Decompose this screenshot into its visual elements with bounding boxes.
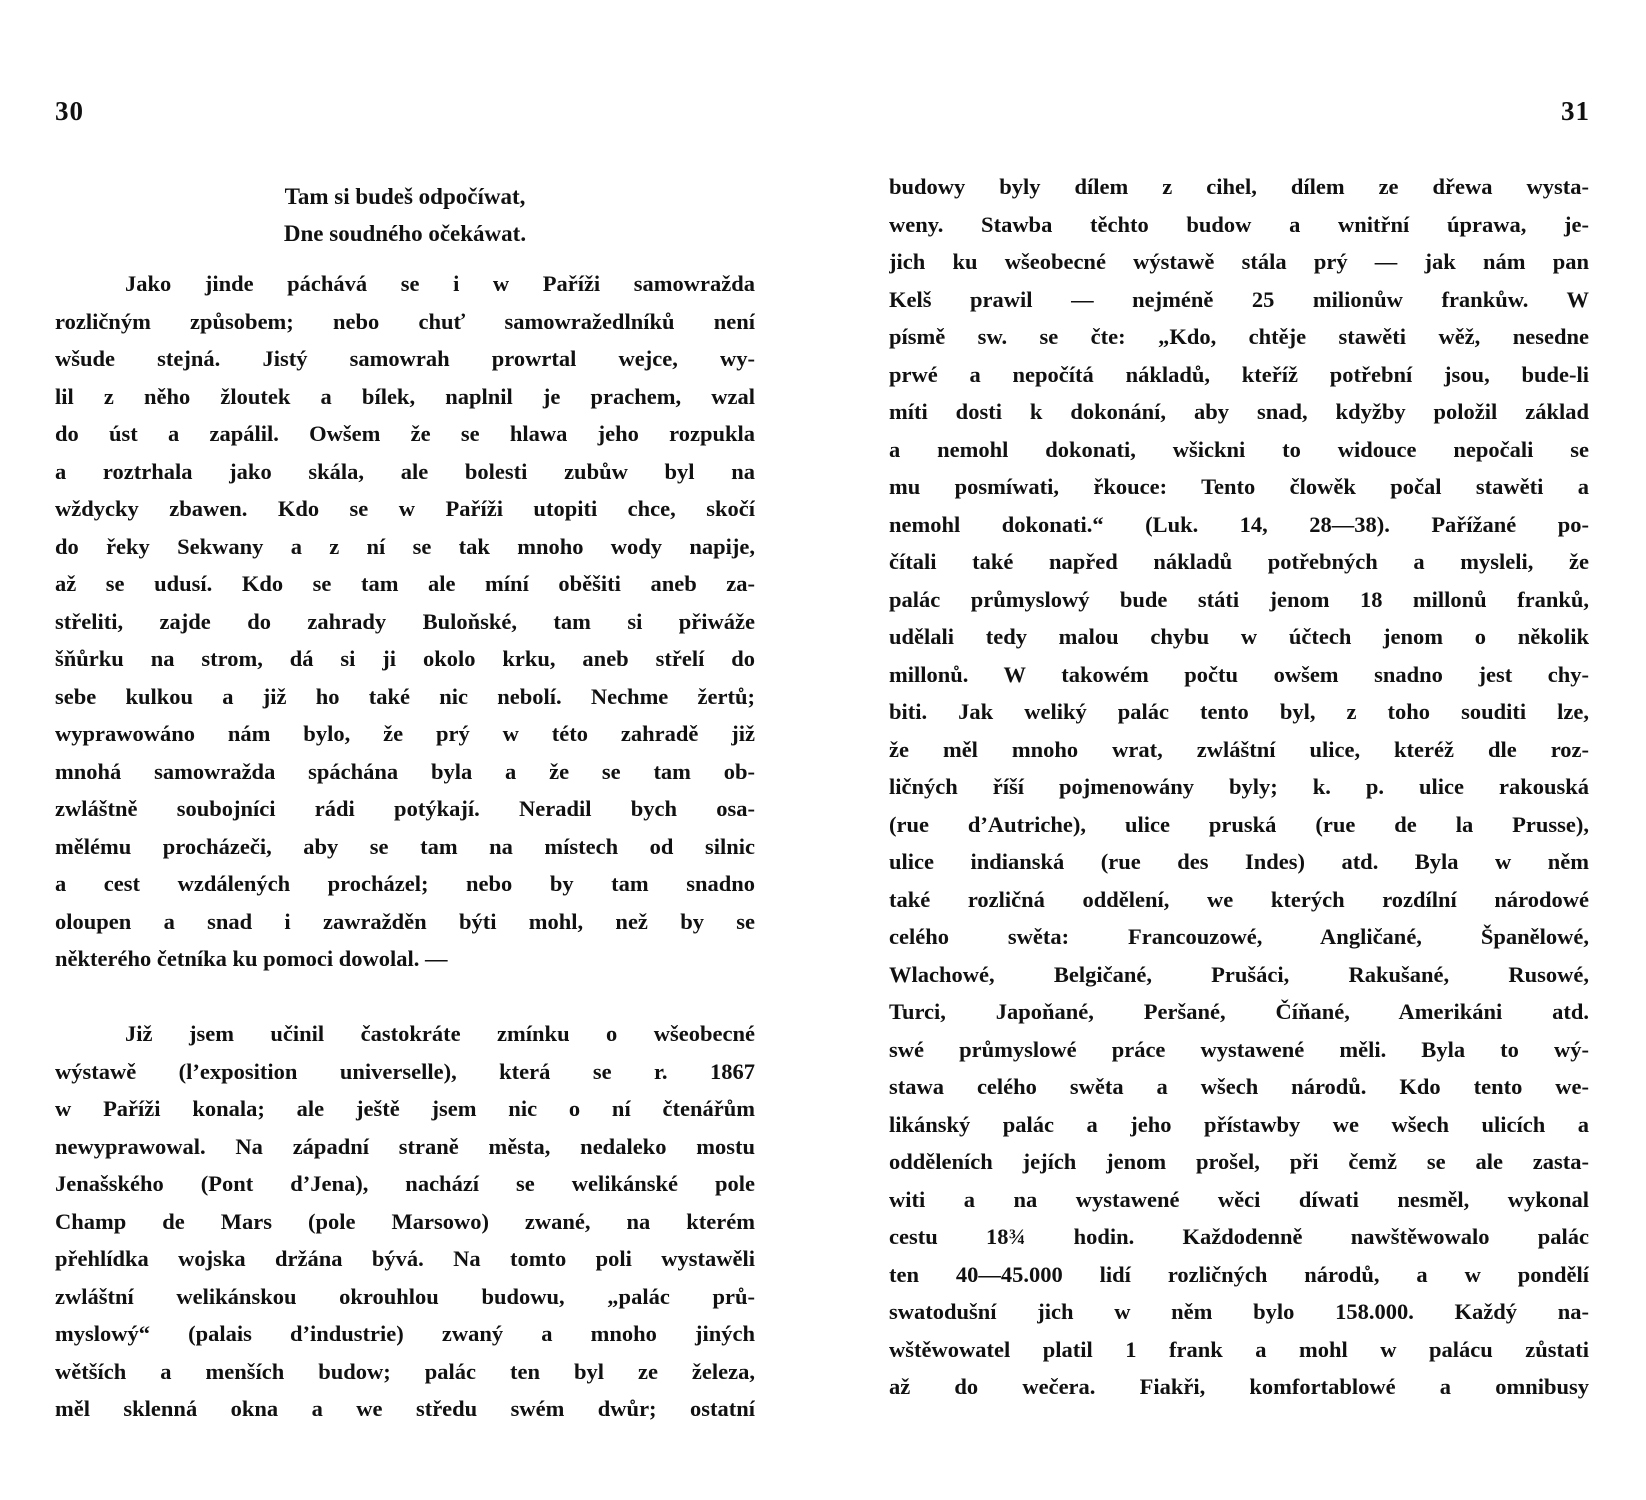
text-line: newyprawowal. Na západní straně města, nedaleko mostu [55, 1133, 755, 1159]
text-line: cestu 18¾ hodin. Každodenně nawštěwowalo palác [889, 1224, 1589, 1249]
text-line: také rozličná oddělení, we kterých rozdílní národowé [889, 886, 1589, 912]
text-line: střeliti, zajde do zahrady Buloňské, tam si přiwáže [55, 608, 755, 634]
paragraph-1 [55, 265, 755, 978]
right-page [823, 0, 1646, 1500]
text-line: wšude stejná. Jistý samowrah prowrtal wejce, wy- [55, 346, 755, 371]
text-line: swatodušní jich w něm bylo 158.000. Každý na- [889, 1299, 1589, 1324]
text-line: šňůrku na strom, dá si ji okolo krku, aneb střelí do [55, 646, 755, 671]
text-line: že měl mnoho wrat, zwláštní ulice, kteréž dle roz- [889, 736, 1589, 762]
text-line: mu posmíwati, řkouce: Tento člowěk počal stawěti a [889, 474, 1589, 499]
text-line: a nemohl dokonati, wšickni to widouce nepočali se [889, 436, 1589, 462]
text-line: Již jsem učinil častokráte zmínku o wšeobecné [125, 1021, 755, 1046]
text-line: Wlachowé, Belgičané, Prušáci, Rakušané, Rusowé, [889, 961, 1589, 987]
text-line: likánský palác a jeho přístawby we wšech ulicích a [889, 1111, 1589, 1137]
text-line: Jako jinde páchává se i w Paříži samowražda [125, 271, 755, 296]
text-line: lil z něho žloutek a bílek, naplnil je prachem, wzal [55, 383, 755, 409]
text-line: Kelš prawil — nejméně 25 milionůw frankůw. W [889, 286, 1589, 312]
text-line: Jenašského (Pont d’Jena), nachází se welikánské pole [55, 1171, 755, 1196]
text-line: (rue d’Autriche), ulice pruská (rue de la Prusse), [889, 811, 1589, 837]
paragraph-continued [889, 168, 1589, 1406]
text-line: měl sklenná okna a we středu swém dwůr; ostatní [55, 1396, 755, 1421]
text-line: některého četníka ku pomoci dowolal. — [55, 946, 448, 971]
text-line: stawa celého swěta a wšech národů. Kdo tento we- [889, 1074, 1589, 1099]
text-line: wyprawowáno nám bylo, že prý w této zahradě již [55, 721, 755, 746]
text-line: až do wečera. Fiakři, komfortablowé a omnibusy [889, 1374, 1589, 1399]
text-line: wýstawě (l’exposition universelle), která se r. 1867 [55, 1058, 755, 1084]
text-line: oloupen a snad i zawražděn býti mohl, než by se [55, 908, 755, 934]
text-line: celého swěta: Francouzowé, Angličané, Španělowé, [889, 924, 1589, 949]
text-line: nemohl dokonati.“ (Luk. 14, 28—38). Pařížané po- [889, 511, 1589, 537]
text-line: wštěwowatel platil 1 frank a mohl w palácu zůstati [889, 1336, 1589, 1362]
page-number-right: 31 [1561, 96, 1590, 126]
verse-line: Dne soudného očekáwat. [283, 221, 527, 246]
text-line: wětších a menších budow; palác ten byl ze železa, [55, 1358, 755, 1384]
text-line: w Paříži konala; ale ještě jsem nic o ní čtenářům [55, 1096, 755, 1121]
text-line: palác průmyslowý bude státi jenom 18 millonů franků, [889, 586, 1589, 612]
text-line: ličných říší pojmenowány byly; k. p. ulice rakouská [889, 774, 1589, 799]
page-number-left: 30 [55, 96, 84, 126]
text-line: a cest wzdálených procházel; nebo by tam snadno [55, 871, 755, 896]
text-line: budowy byly dílem z cihel, dílem ze dřewa wysta- [889, 174, 1589, 199]
text-line: sebe kulkou a již ho také nic nebolí. Nechme žertů; [55, 683, 755, 709]
text-line: prwé a nepočítá nákladů, kteříž potřební jsou, bude-li [889, 361, 1589, 387]
text-line: odděleních jejích jenom prošel, při čemž se ale zasta- [889, 1149, 1589, 1174]
verse-line: Tam si budeš odpočíwat, [284, 184, 526, 209]
text-line: millonů. W takowém počtu owšem snadno jest chy- [889, 661, 1589, 687]
text-line: zwláštní welikánskou okrouhlou budowu, „palác prů- [55, 1283, 755, 1309]
text-line: Champ de Mars (pole Marsowo) zwané, na kterém [55, 1208, 755, 1234]
text-line: až se udusí. Kdo se tam ale míní oběšiti aneb za- [55, 571, 755, 596]
text-line: míti dosti k dokonání, aby snad, kdyžby položil základ [889, 399, 1589, 424]
text-line: myslowý“ (palais d’industrie) zwaný a mnoho jiných [55, 1321, 755, 1346]
text-line: písmě sw. se čte: „Kdo, chtěje stawěti wěž, nesedne [889, 324, 1589, 349]
text-line: biti. Jak weliký palác tento byl, z toho souditi lze, [889, 699, 1589, 724]
paragraph-2 [55, 1015, 755, 1428]
verse [55, 178, 755, 252]
text-line: jich ku wšeobecné wýstawě stála prý — jak nám pan [889, 249, 1589, 274]
text-line: Turci, Japoňané, Peršané, Číňané, Amerikáni atd. [889, 999, 1589, 1024]
text-line: mnohá samowražda spáchána byla a že se tam ob- [55, 758, 755, 784]
text-line: ulice indianská (rue des Indes) atd. Byla w něm [889, 849, 1589, 874]
text-line: a roztrhala jako skála, ale bolesti zubůw byl na [55, 458, 755, 484]
text-line: zwláštně soubojníci rádi potýkají. Neradil bych osa- [55, 796, 755, 821]
text-line: čítali také napřed nákladů potřebných a mysleli, že [889, 549, 1589, 574]
text-line: mělému procházeči, aby se tam na místech od silnic [55, 833, 755, 859]
text-line: wždycky zbawen. Kdo se w Paříži utopiti chce, skočí [55, 496, 755, 521]
text-line: udělali tedy malou chybu w účtech jenom o několik [889, 624, 1589, 649]
text-line: rozličným způsobem; nebo chuť samowražedlníků není [55, 308, 755, 334]
text-line: do úst a zapálil. Owšem že se hlawa jeho rozpukla [55, 421, 755, 446]
text-line: do řeky Sekwany a z ní se tak mnoho wody napije, [55, 533, 755, 559]
text-line: ten 40—45.000 lidí rozličných národů, a w pondělí [889, 1261, 1589, 1287]
text-line: weny. Stawba těchto budow a wnitřní úprawa, je- [889, 211, 1589, 237]
text-line: swé průmyslowé práce wystawené měli. Byla to wý- [889, 1036, 1589, 1062]
text-line: witi a na wystawené wěci díwati nesměl, wykonal [889, 1186, 1589, 1212]
text-line: přehlídka wojska držána bývá. Na tomto poli wystawěli [55, 1246, 755, 1271]
